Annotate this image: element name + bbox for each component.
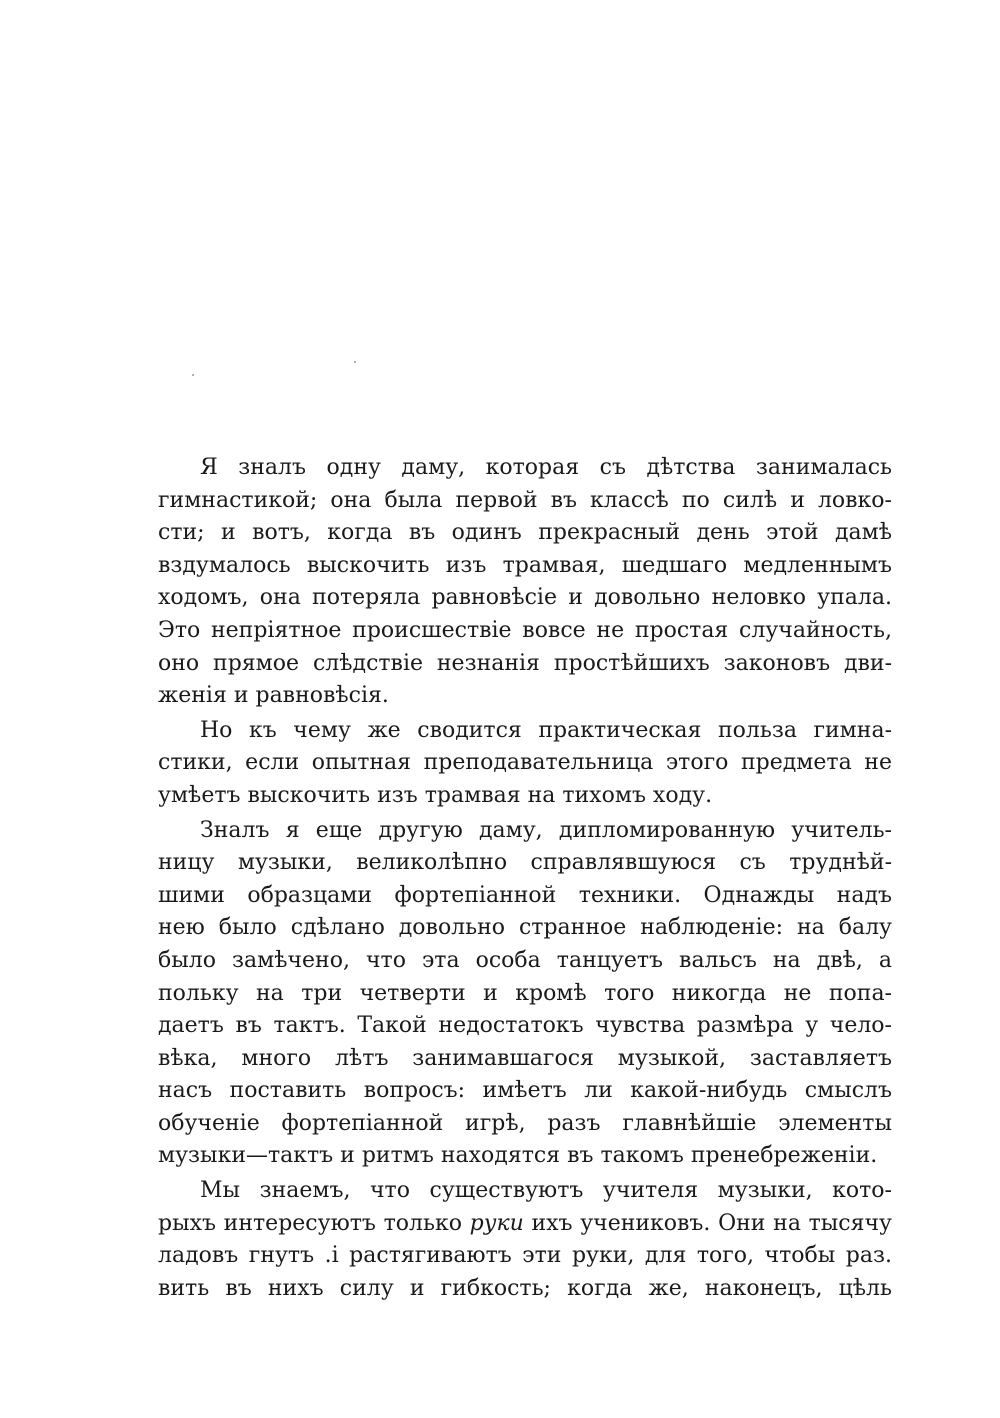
text-line: ладовъ гнутъ .і растягиваютъ эти руки, для того, чтобы раз. — [158, 1243, 892, 1269]
text-line: Зналъ я еще другую даму, дипломированную учитель- — [200, 817, 892, 843]
text-line — [158, 1208, 892, 1241]
text-line: нею было сдѣлано довольно странное наблюденіе: на балу — [158, 915, 892, 941]
text-line: умѣетъ выскочить изъ трамвая на тихомъ ходу. — [158, 782, 713, 808]
print-speck — [354, 361, 356, 363]
text-line: насъ поставить вопросъ: имѣетъ ли какой-нибудь смыслъ — [158, 1078, 892, 1104]
paragraph-4 — [158, 1175, 892, 1305]
text-line: Это непріятное происшествіе вовсе не простая случайность, — [158, 617, 892, 643]
paragraph-3 — [158, 815, 892, 1174]
text-line: Я зналъ одну даму, которая съ дѣтства занималась — [200, 455, 892, 480]
text-line: шими образцами фортепіанной техники. Однажды надъ — [158, 882, 892, 908]
text-line: женія и равновѣсія. — [158, 683, 389, 709]
text-line: гимнастикой; она была первой въ классѣ по силѣ и ловко- — [158, 487, 892, 513]
italic-word: руки — [469, 1210, 524, 1236]
text-line: обученіе фортепіанной игрѣ, разъ главнѣйшіе элементы — [158, 1110, 892, 1136]
text-line: вѣка, много лѣтъ занимавшагося музыкой, заставляетъ — [158, 1045, 892, 1071]
text-line: оно прямое слѣдствіе незнанія простѣйшихъ законовъ дви- — [158, 650, 892, 676]
text-line: вить въ нихъ силу и гибкость; когда же, наконецъ, цѣль — [158, 1275, 892, 1301]
print-speck — [192, 374, 194, 376]
text-line: сти; и вотъ, когда въ одинъ прекрасный день этой дамѣ — [158, 520, 892, 546]
paragraph-2 — [158, 715, 892, 813]
paragraph-1 — [158, 452, 892, 713]
text-line: музыки—тактъ и ритмъ находятся въ такомъ пренебреженіи. — [158, 1143, 878, 1169]
text-line: ходомъ, она потеряла равновѣсіе и довольно неловко упала. — [158, 585, 892, 611]
text-fragment: ихъ учениковъ. Они на тысячу — [531, 1210, 892, 1236]
text-line: польку на три четверти и кромѣ того никогда не попа- — [158, 980, 892, 1006]
text-line: ницу музыки, великолѣпно справлявшуюся съ труднѣй- — [158, 850, 892, 876]
text-line: Мы знаемъ, что существуютъ учителя музыки, кото- — [200, 1178, 892, 1204]
text-line: даетъ въ тактъ. Такой недостатокъ чувства размѣра у чело- — [158, 1013, 892, 1039]
text-line: Но къ чему же сводится практическая польза гимна- — [200, 717, 892, 743]
text-line: стики, если опытная преподавательница этого предмета не — [158, 750, 892, 776]
text-line: было замѣчено, что эта особа танцуетъ вальсъ на двѣ, а — [158, 947, 892, 973]
text-fragment: рыхъ интересуютъ только — [158, 1210, 462, 1236]
body-text — [158, 452, 892, 1305]
text-line: вздумалось выскочить изъ трамвая, шедшаго медленнымъ — [158, 552, 892, 578]
